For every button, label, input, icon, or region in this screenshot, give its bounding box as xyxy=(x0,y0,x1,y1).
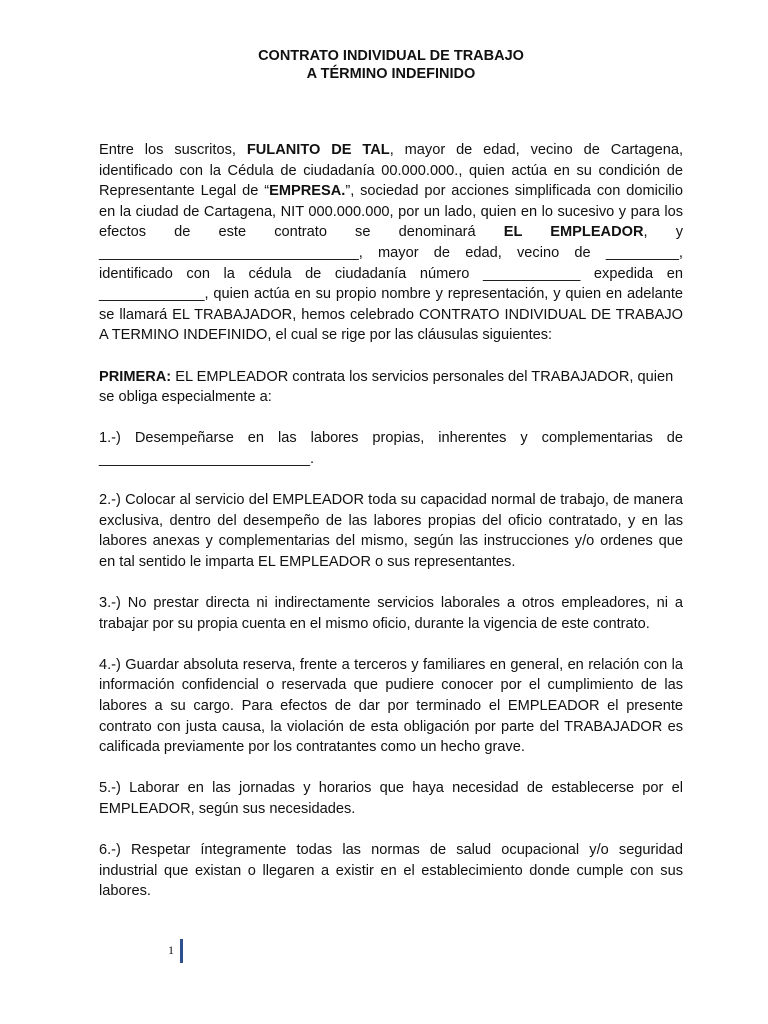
clause-primera-label: PRIMERA: xyxy=(99,368,172,385)
obligation-item: 2.-) Colocar al servicio del EMPLEADOR toda su capacidad normal de trabajo, de manera exclusiva, dentro del desempeño de las labores propias del oficio contratado, y en las labores anexas y complementarias del mismo, según las instrucciones y/o ordenes que en tal sentido le imparta EL EMPLEADOR o sus representantes. xyxy=(99,492,683,570)
intro-text-3: ”, sociedad por acciones simplificada con domicilio en la ciudad de Cartagena, NIT 000.000.000, por un lado, quien en lo sucesivo y para los efectos de este contrato se denominará xyxy=(99,183,683,241)
employer-term: EL EMPLEADOR xyxy=(503,224,644,241)
document-title xyxy=(99,47,683,83)
obligation-item: 6.-) Respetar íntegramente todas las normas de salud ocupacional y/o seguridad industrial que existan o llegaren a existir en el establecimiento donde cumple con sus labores. xyxy=(99,842,683,900)
intro-paragraph xyxy=(99,140,683,346)
intro-text-4: , y ________________________________, mayor de edad, vecino de _________, identificado con la cédula de ciudadanía número ____________ expedida en _____________, quien actúa en su propio nombre y representación, y quien en adelante se llamará EL TRABAJADOR, hemos celebrado CONTRATO INDIVIDUAL DE TRABAJO A TERMINO INDEFINIDO, el cual se rige por las cláusulas siguientes: xyxy=(99,224,683,344)
page-number: 1 xyxy=(168,943,174,957)
clause-primera xyxy=(99,367,683,408)
company-name: EMPRESA. xyxy=(269,183,346,200)
obligation-item: 3.-) No prestar directa ni indirectamente servicios laborales a otros empleadores, ni a trabajar por su propia cuenta en el mismo oficio, durante la vigencia de este contrato. xyxy=(99,595,683,632)
obligation-item: 1.-) Desempeñarse en las labores propias, inherentes y complementarias de __________________________. xyxy=(99,430,683,467)
title-line-1: CONTRATO INDIVIDUAL DE TRABAJO xyxy=(258,48,524,64)
intro-text-2: , mayor de edad, vecino de Cartagena, identificado con la Cédula de ciudadanía 00.000.000., quien actúa en su condición de Representante Legal de “ xyxy=(99,142,683,200)
document-body xyxy=(99,140,683,902)
title-line-2: A TÉRMINO INDEFINIDO xyxy=(306,66,476,82)
obligation-item: 4.-) Guardar absoluta reserva, frente a terceros y familiares en general, en relación con la información confidencial o reservada que pudiere conocer por el cumplimiento de las labores a su cargo. Para efectos de dar por terminado el EMPLEADOR el presente contrato con justa causa, la violación de esta obligación por parte del TRABAJADOR es calificada previamente por los contratantes como un hecho grave. xyxy=(99,656,683,756)
clause-primera-text: EL EMPLEADOR contrata los servicios personales del TRABAJADOR, quien se obliga especialmente a: xyxy=(99,368,674,406)
obligation-item: 5.-) Laborar en las jornadas y horarios que haya necesidad de establecerse por el EMPLEADOR, según sus necesidades. xyxy=(99,780,683,817)
page-number-bar xyxy=(180,939,183,963)
intro-text-1: Entre los suscritos, xyxy=(99,142,247,158)
party-name: FULANITO DE TAL xyxy=(246,142,390,158)
